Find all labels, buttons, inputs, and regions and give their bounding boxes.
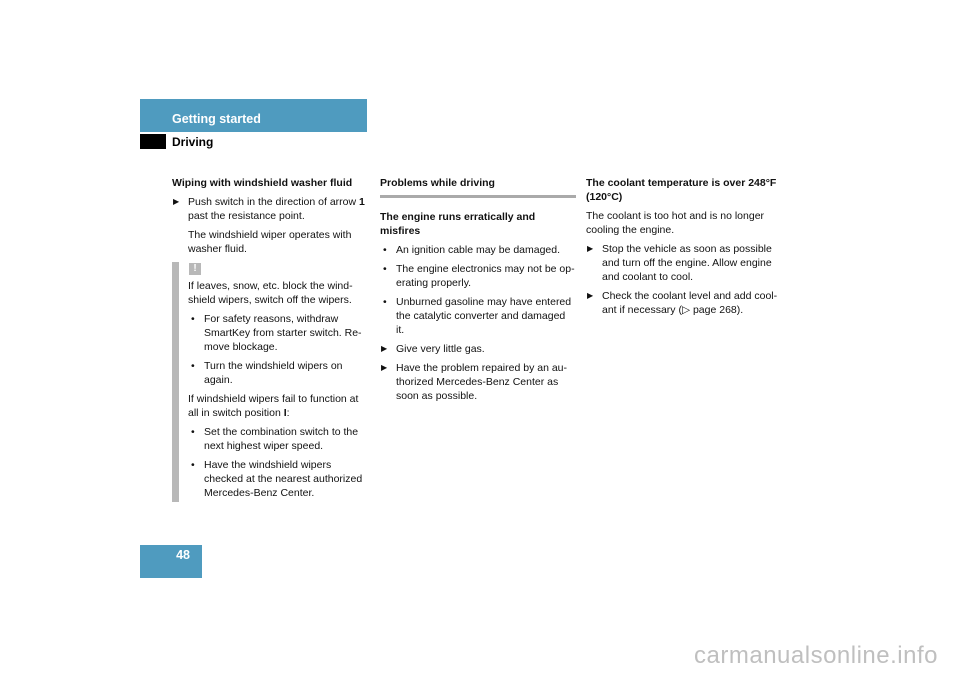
arrow-icon: ▶ <box>587 244 594 253</box>
exclamation-icon: ! <box>189 263 201 275</box>
action-step <box>586 242 786 284</box>
list-item-text: Unburned gasoline may have entered the catalytic converter and damaged it. <box>396 296 572 336</box>
page-ref-icon: ▷ <box>681 304 691 316</box>
arrow-ref: 1 <box>359 196 365 208</box>
list-item-text: For safety reasons, withdraw SmartKey from starter switch. Re-move blockage. <box>204 313 362 353</box>
note-intro: If leaves, snow, etc. block the wind-shield wipers, switch off the wipers. <box>188 280 353 306</box>
arrow-icon: ▶ <box>173 197 180 206</box>
list-item <box>380 262 576 290</box>
list-item-text: Turn the windshield wipers on again. <box>204 360 343 386</box>
result-text: The windshield wiper operates with washer fluid. <box>188 229 352 255</box>
bullet-icon: • <box>191 459 195 471</box>
section-subtitle: Driving <box>172 135 214 149</box>
column-coolant <box>586 176 786 322</box>
step-text-cont: past the resistance point. <box>188 210 305 222</box>
header-marker <box>140 134 166 149</box>
note-condition <box>188 392 368 420</box>
action-text: Stop the vehicle as soon as possible and turn off the engine. Allow engine and coolant to cool. <box>602 243 772 283</box>
action-text: Have the problem repaired by an au-thorized Mercedes-Benz Center as soon as possible. <box>396 362 568 402</box>
bullet-icon: • <box>191 313 195 325</box>
bullet-icon: • <box>383 296 387 308</box>
page-ref-link[interactable]: page 268). <box>692 304 744 316</box>
watermark: carmanualsonline.info <box>694 642 938 669</box>
note-body <box>188 279 368 505</box>
problems-heading: Problems while driving <box>380 176 576 198</box>
action-step <box>380 361 576 403</box>
switch-position: I <box>283 407 287 419</box>
list-item-text: The engine electronics may not be op-erating properly. <box>396 263 575 289</box>
list-item-text: Have the windshield wipers checked at the nearest authorized Mercedes-Benz Center. <box>204 459 363 499</box>
arrow-icon: ▶ <box>381 344 388 353</box>
section-title: Getting started <box>172 112 261 126</box>
action-step <box>586 289 786 317</box>
bullet-icon: • <box>191 426 195 438</box>
wiping-heading: Wiping with windshield washer fluid <box>172 177 353 189</box>
list-item-text: Set the combination switch to the next highest wiper speed. <box>204 426 359 452</box>
condition-text: If windshield wipers fail to function at all in switch position <box>188 393 359 419</box>
column-problems <box>380 176 576 408</box>
list-item-text: An ignition cable may be damaged. <box>396 244 561 256</box>
list-item <box>380 295 576 337</box>
warning-note <box>172 262 372 502</box>
action-text: Check the coolant level and add cool-ant if necessary ( <box>602 290 778 316</box>
coolant-intro: The coolant is too hot and is no longer cooling the engine. <box>586 210 765 236</box>
action-step <box>380 342 576 356</box>
step-text: Push switch in the direction of arrow <box>188 196 357 208</box>
misfire-heading: The engine runs erratically and misfires <box>380 211 536 237</box>
arrow-icon: ▶ <box>381 363 388 372</box>
bullet-icon: • <box>383 263 387 275</box>
coolant-heading: The coolant temperature is over 248°F (120°C) <box>586 177 777 203</box>
list-item <box>188 312 368 354</box>
action-text: Give very little gas. <box>396 343 485 355</box>
note-side-bar <box>172 262 179 502</box>
list-item <box>188 458 368 500</box>
bullet-icon: • <box>191 360 195 372</box>
condition-end: : <box>286 407 290 419</box>
bullet-icon: • <box>383 244 387 256</box>
page-number: 48 <box>176 548 190 562</box>
action-step <box>172 195 367 223</box>
column-wiping <box>172 176 367 261</box>
list-item <box>188 425 368 453</box>
arrow-icon: ▶ <box>587 291 594 300</box>
list-item <box>188 359 368 387</box>
list-item <box>380 243 576 257</box>
